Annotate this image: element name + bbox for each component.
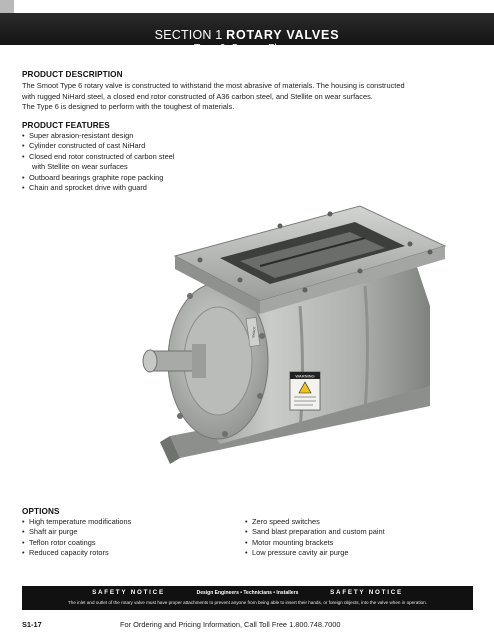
bullet-icon: • xyxy=(22,172,25,182)
bullet-icon: • xyxy=(22,527,25,537)
list-item: • Low pressure cavity air purge xyxy=(245,548,349,558)
description-line: with rugged NiHard steel, a closed end rotor constructed of A36 carbon steel, and Stellite on wear surfaces. xyxy=(22,91,373,101)
list-item: • Zero speed switches xyxy=(245,517,320,526)
list-item: • Reduced capacity rotors xyxy=(22,548,109,558)
safety-audience: Design Engineers • Technicians • Installers xyxy=(196,590,299,596)
features-list xyxy=(22,131,174,193)
safety-notice-heading xyxy=(22,589,473,597)
bullet-icon: • xyxy=(22,141,25,151)
page-number: S1-17 xyxy=(22,620,42,629)
bullet-icon: • xyxy=(22,517,25,526)
list-item: • Outboard bearings graphite rope packing xyxy=(22,172,164,182)
section-title xyxy=(0,28,494,42)
features-heading: PRODUCT FEATURES xyxy=(22,121,110,130)
section-header xyxy=(0,13,494,54)
section-number: SECTION 1 xyxy=(154,28,223,42)
list-item: with Stellite on wear surfaces xyxy=(32,162,128,172)
list-item: • Super abrasion-resistant design xyxy=(22,131,134,140)
warning-label-text: WARNING xyxy=(295,373,315,379)
description-line: The Type 6 is designed to perform with the toughest of materials. xyxy=(22,102,235,112)
list-item: • Closed end rotor constructed of carbon steel xyxy=(22,151,175,161)
bullet-icon: • xyxy=(245,517,248,526)
brand-plate-text: SMOOT xyxy=(251,326,257,339)
bullet-icon: • xyxy=(22,183,25,193)
options-list-left xyxy=(22,517,131,559)
bullet-icon: • xyxy=(22,537,25,547)
list-item: • Shaft air purge xyxy=(22,527,78,537)
description-line: The Smoot Type 6 rotary valve is constructed to withstand the most abrasive of materials. The housing is constructed xyxy=(22,81,405,90)
safety-notice-text: The inlet and outlet of the rotary valve must have proper attachments to prevent anyone from being able to insert their hands, or foreign objects, into the valve when in operation. xyxy=(67,600,428,605)
list-item: • Teflon rotor coatings xyxy=(22,537,96,547)
bullet-icon: • xyxy=(245,537,248,547)
options-list-right xyxy=(245,517,385,559)
section-name: ROTARY VALVES xyxy=(226,28,340,42)
safety-notice-label: SAFETY NOTICE xyxy=(330,589,403,596)
bullet-icon: • xyxy=(245,527,248,537)
bullet-icon: • xyxy=(22,151,25,161)
description-heading: PRODUCT DESCRIPTION xyxy=(22,70,123,79)
list-item: • Motor mounting brackets xyxy=(245,537,334,547)
safety-notice-label: SAFETY NOTICE xyxy=(92,589,165,596)
list-item: • Chain and sprocket drive with guard xyxy=(22,183,147,193)
rotary-valve-photo xyxy=(130,186,450,491)
description-text xyxy=(22,81,482,113)
list-item: • High temperature modifications xyxy=(22,517,132,526)
bullet-icon: • xyxy=(22,548,25,558)
bullet-icon: • xyxy=(245,548,248,558)
footer-contact: For Ordering and Pricing Information, Call Toll Free 1.800.748.7000 xyxy=(120,620,341,629)
list-item: • Sand blast preparation and custom paint xyxy=(245,527,385,537)
safety-notice-banner xyxy=(22,586,473,610)
options-heading: OPTIONS xyxy=(22,507,60,516)
bullet-icon: • xyxy=(22,131,25,140)
section-subtitle: Type 6, Square Flange xyxy=(193,42,301,54)
list-item: • Cylinder constructed of cast NiHard xyxy=(22,141,146,151)
